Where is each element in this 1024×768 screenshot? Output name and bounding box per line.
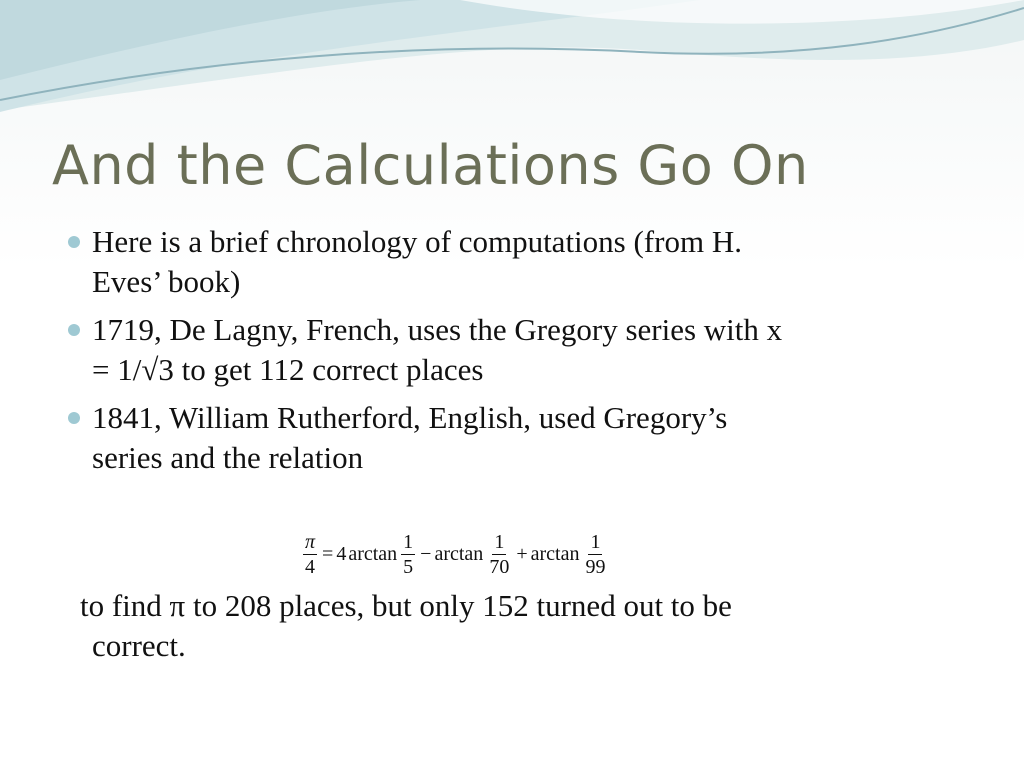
bullet-text-line2: Eves’ book) — [92, 264, 241, 299]
fraction-numerator: 1 — [494, 530, 505, 553]
bullet-text-line1: 1719, De Lagny, French, uses the Gregory series with x — [92, 312, 783, 347]
bullet-text-line1: 1841, William Rutherford, English, used Gregory’s — [92, 400, 728, 435]
fraction-1-over-5 — [401, 530, 415, 579]
bullet-item — [66, 310, 966, 390]
fraction-1-over-70 — [487, 530, 511, 579]
plus-sign: + — [516, 542, 528, 565]
fraction-pi-over-4 — [303, 530, 317, 579]
bullet-text-line2: series and the relation — [92, 440, 364, 475]
equals-sign: = — [322, 542, 334, 565]
bullet-text-line1: Here is a brief chronology of computations (from H. — [92, 224, 742, 259]
function-name: arctan — [434, 542, 484, 565]
conclusion-text — [80, 586, 960, 666]
fraction-denominator: 4 — [305, 555, 316, 578]
bullet-list — [66, 222, 966, 486]
bullet-text-line2: = 1/√3 to get 112 correct places — [92, 352, 484, 387]
fraction-denominator: 99 — [585, 555, 606, 578]
bullet-dot-icon — [68, 236, 80, 248]
bullet-item — [66, 222, 966, 302]
conclusion-line2: correct. — [92, 628, 186, 663]
bullet-dot-icon — [68, 324, 80, 336]
fraction-numerator: 1 — [590, 530, 601, 553]
function-name: arctan — [530, 542, 580, 565]
decorative-wave-header — [0, 0, 1024, 130]
slide-title: And the Calculations Go On — [52, 134, 809, 197]
bullet-item — [66, 398, 966, 478]
bullet-dot-icon — [68, 412, 80, 424]
fraction-1-over-99 — [583, 530, 607, 579]
fraction-numerator: π — [305, 530, 316, 553]
minus-sign: − — [420, 542, 432, 565]
machin-like-formula — [300, 524, 610, 584]
function-name: arctan — [348, 542, 398, 565]
coefficient: 4 — [336, 542, 347, 565]
fraction-denominator: 70 — [489, 555, 510, 578]
fraction-denominator: 5 — [403, 555, 414, 578]
conclusion-line1: to find π to 208 places, but only 152 turned out to be — [80, 588, 732, 623]
fraction-numerator: 1 — [403, 530, 414, 553]
